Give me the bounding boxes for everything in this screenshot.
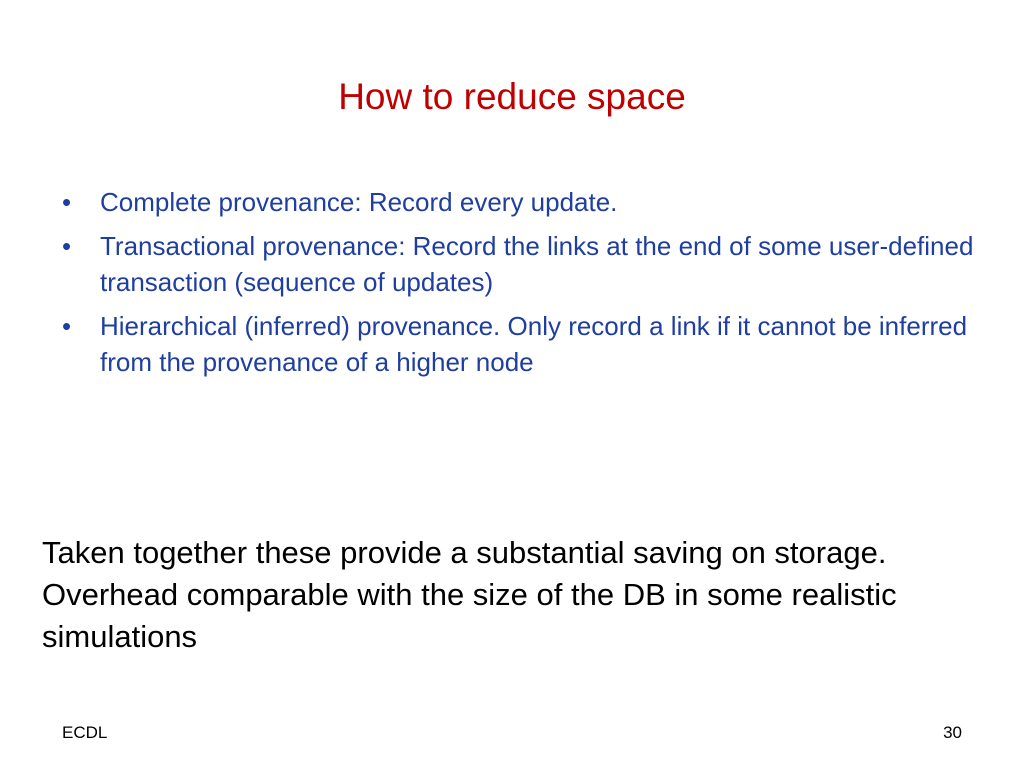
bullet-item [60,184,990,220]
bullet-icon: • [62,231,72,261]
footer-label: ECDL [62,723,108,742]
bullet-text: Hierarchical (inferred) provenance. Only record a link if it cannot be inferred from the provenance of a higher node [100,311,968,377]
bullet-text: Transactional provenance: Record the links at the end of some user-defined transaction (sequence of updates) [100,231,974,297]
bullet-icon: • [62,311,72,341]
bullet-item [60,228,990,300]
slide-title: How to reduce space [338,76,686,117]
bullet-item [60,308,990,380]
bullet-text: Complete provenance: Record every update. [100,187,618,217]
bullet-list [60,184,990,388]
page-number: 30 [943,723,962,742]
summary-text: Taken together these provide a substantial saving on storage. Overhead comparable with the size of the DB in some realistic simulations [42,535,897,654]
bullet-icon: • [62,187,72,217]
